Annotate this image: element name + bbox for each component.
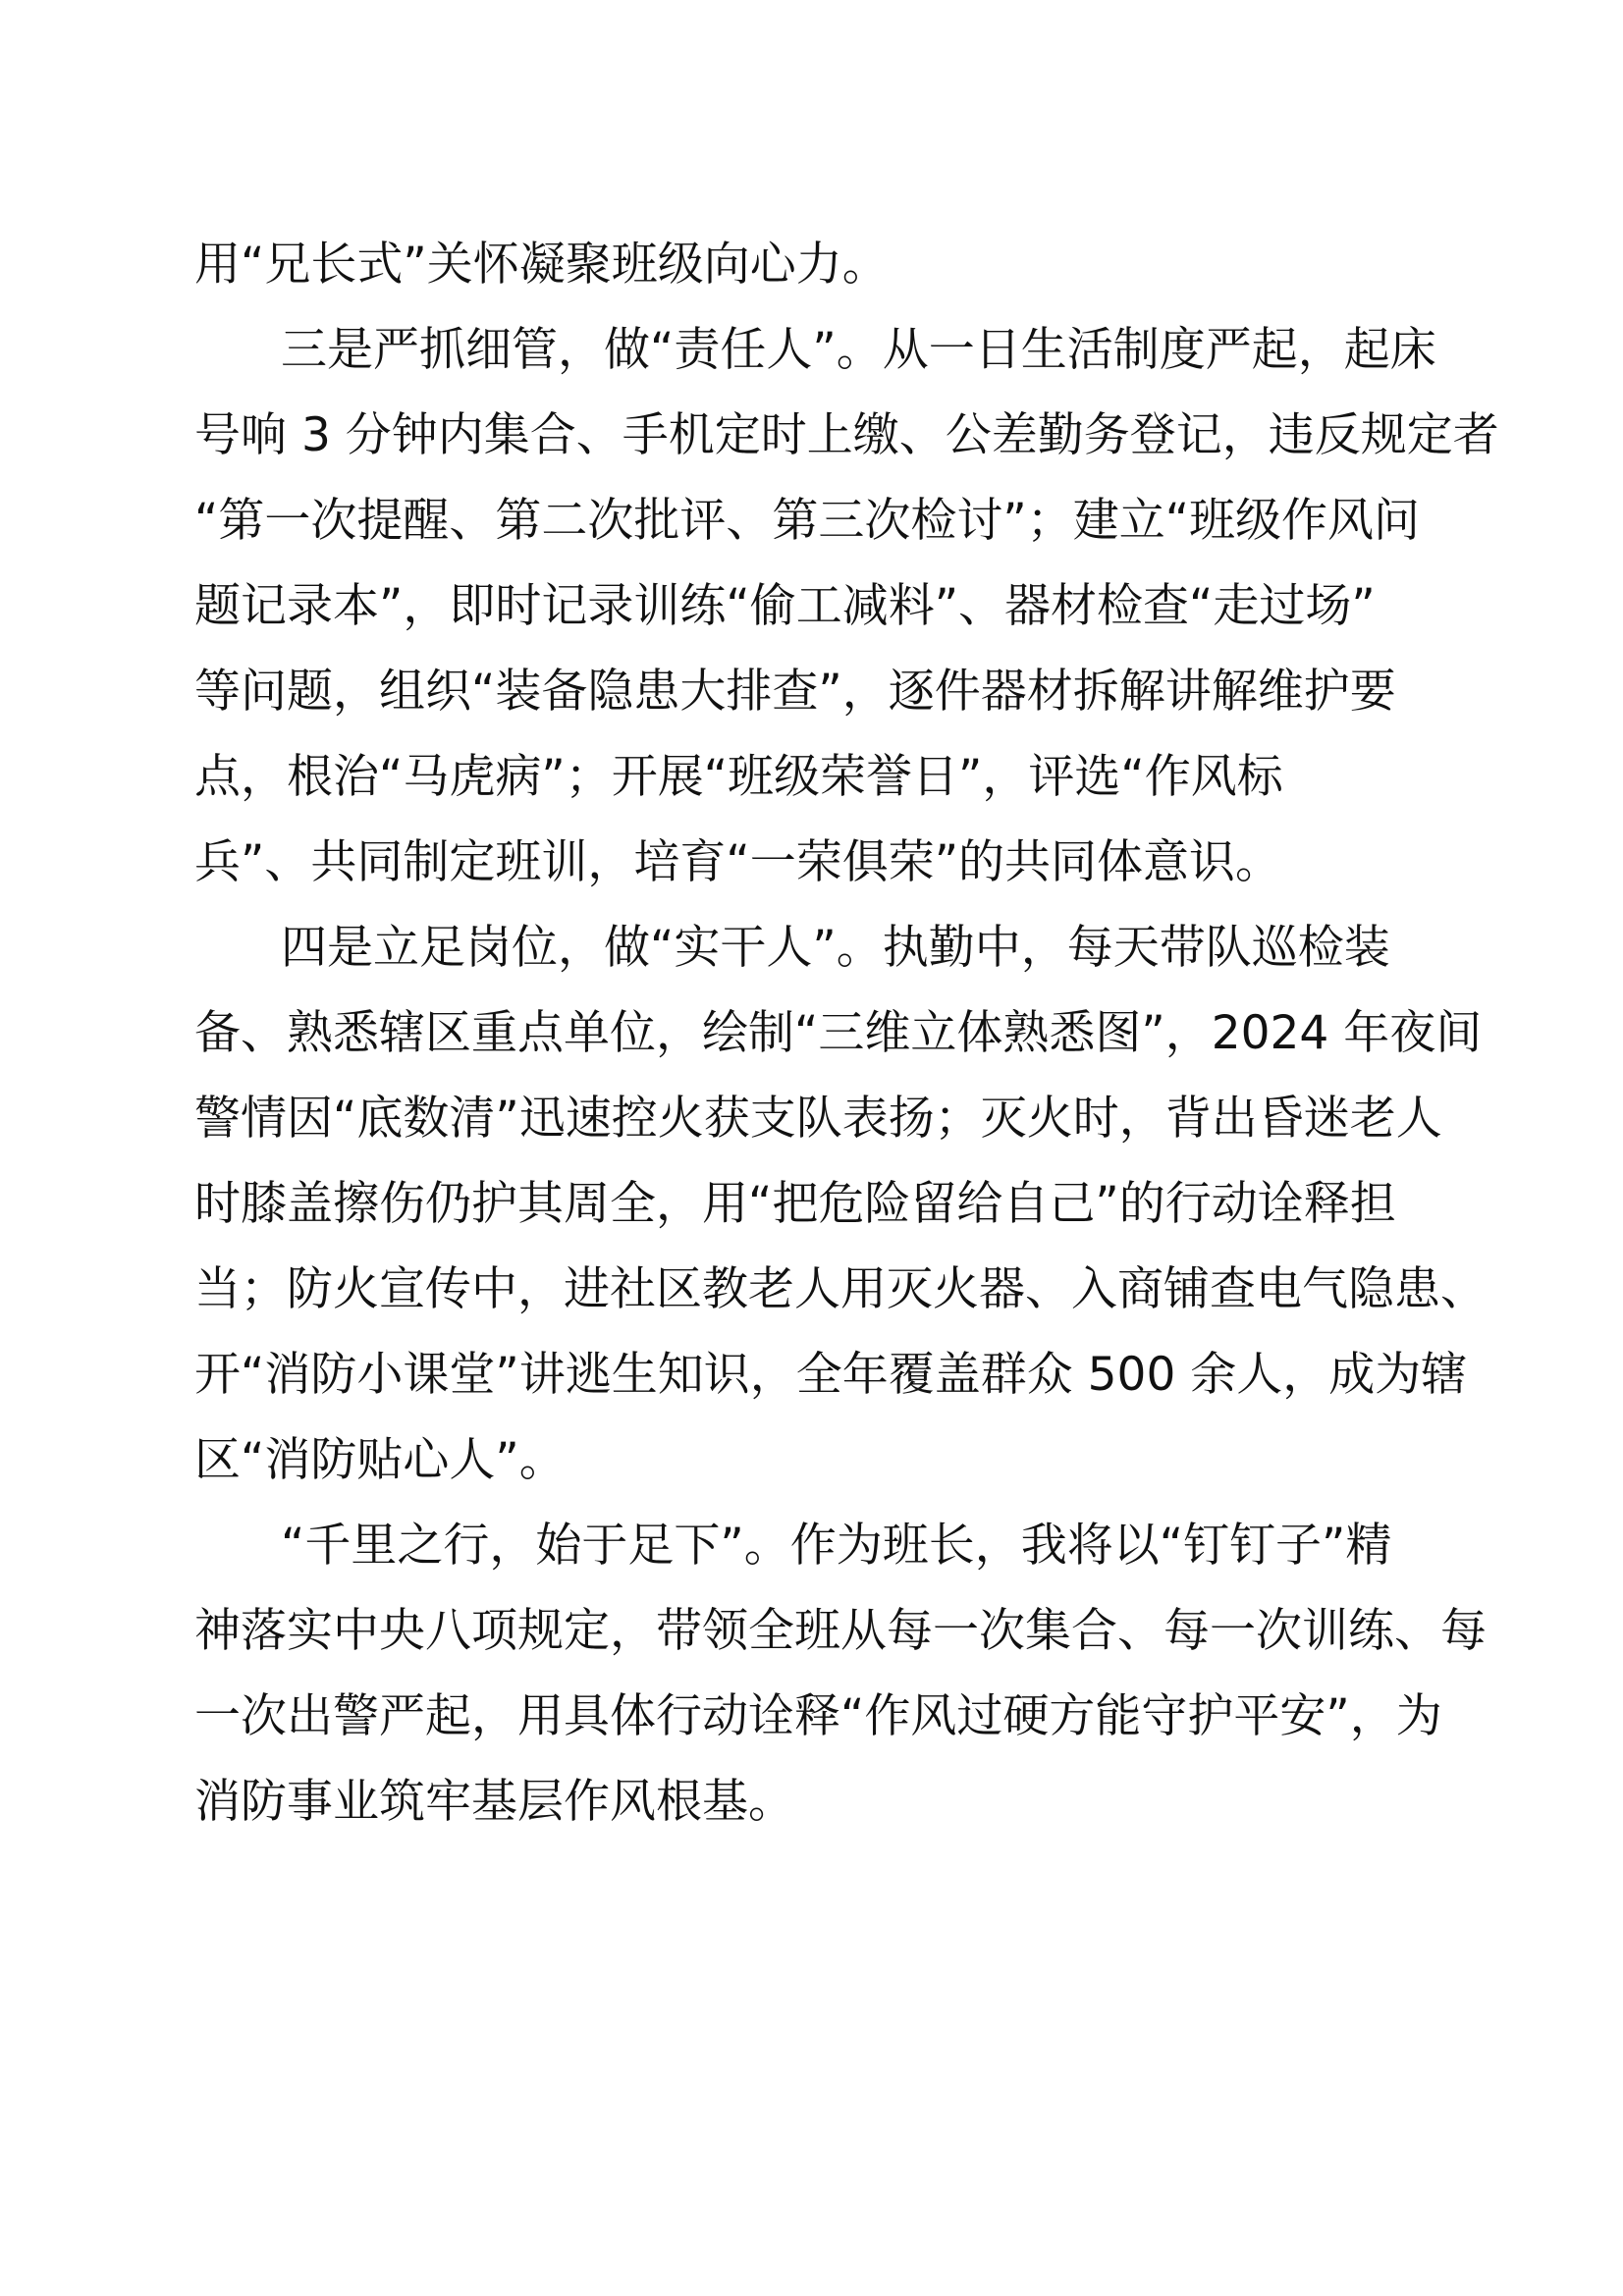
document-body xyxy=(194,222,1499,1844)
text-line: 神落实中央八项规定，带领全班从每一次集合、每一次训练、每 xyxy=(194,1604,1487,1658)
text-line: “第一次提醒、第二次批评、第三次检讨”；建立“班级作风问 xyxy=(194,494,1421,548)
text-line: 题记录本”，即时记录训练“偷工减料”、器材检查“走过场” xyxy=(194,579,1376,633)
paragraph-start-line: 四是立足岗位，做“实干人”。执勤中，每天带队巡检装 xyxy=(281,921,1390,975)
text-line: 警情因“底数清”迅速控火获支队表扬；灭火时，背出昏迷老人 xyxy=(194,1092,1442,1146)
text-line: 备、熟悉辖区重点单位，绘制“三维立体熟悉图”，2024 年夜间 xyxy=(194,1006,1483,1060)
paragraph-start-line: 三是严抓细管，做“责任人”。从一日生活制度严起，起床 xyxy=(281,323,1436,377)
text-line: 当；防火宣传中，进社区教老人用灭火器、入商铺查电气隐患、 xyxy=(194,1262,1487,1316)
text-line: 一次出警严起，用具体行动诠释“作风过硬方能守护平安”，为 xyxy=(194,1689,1442,1743)
text-line: 消防事业筑牢基层作风根基。 xyxy=(194,1775,794,1829)
text-line: 开“消防小课堂”讲逃生知识，全年覆盖群众 500 余人，成为辖 xyxy=(194,1348,1468,1402)
text-line: 号响 3 分钟内集合、手机定时上缴、公差勤务登记，违反规定者 xyxy=(194,408,1499,462)
text-line: 兵”、共同制定班训，培育“一荣俱荣”的共同体意识。 xyxy=(194,835,1282,889)
paragraph-start-line: “千里之行，始于足下”。作为班长，我将以“钉钉子”精 xyxy=(281,1519,1392,1573)
text-line: 时膝盖擦伤仍护其周全，用“把危险留给自己”的行动诠释担 xyxy=(194,1177,1396,1231)
text-line: 用“兄长式”关怀凝聚班级向心力。 xyxy=(194,238,889,292)
text-line: 区“消防贴心人”。 xyxy=(194,1433,566,1487)
text-line: 等问题，组织“装备隐患大排查”，逐件器材拆解讲解维护要 xyxy=(194,665,1396,719)
text-line: 点，根治“马虎病”；开展“班级荣誉日”，评选“作风标 xyxy=(194,750,1283,804)
